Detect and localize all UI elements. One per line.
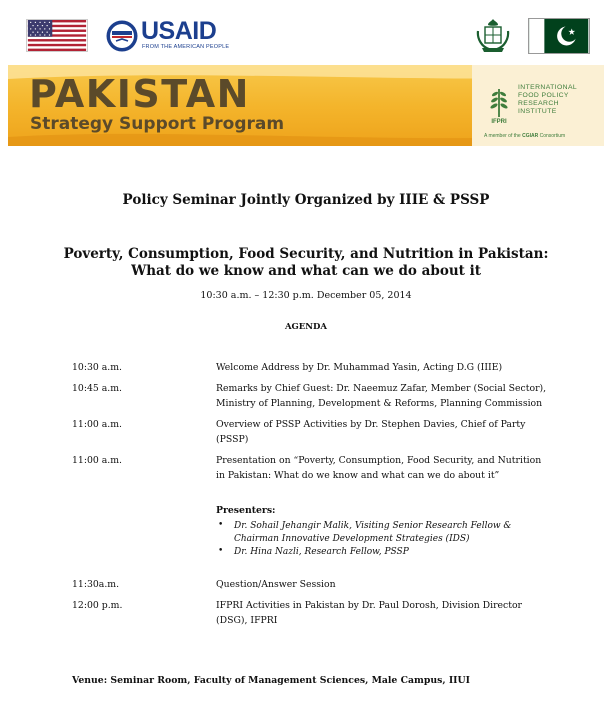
usaid-seal-icon: [106, 20, 138, 52]
seminar-title-line-2: What do we know and what can we do about it: [131, 263, 481, 279]
agenda-heading: AGENDA: [284, 322, 328, 332]
ifpri-line: INSTITUTE: [518, 108, 557, 115]
agenda-desc-line: (DSG), IFPRI: [216, 615, 278, 626]
agenda-time: 11:00 a.m.: [72, 455, 123, 466]
seminar-title-line-1: Poverty, Consumption, Food Security, and Nutrition in Pakistan:: [63, 246, 549, 262]
banner-title: PAKISTAN: [29, 72, 250, 116]
presenter-line: Dr. Sohail Jehangir Malik, Visiting Senior Research Fellow &: [234, 521, 512, 531]
ifpri-mark-label: IFPRI: [491, 119, 507, 125]
agenda-time: 11:00 a.m.: [72, 419, 123, 430]
ifpri-line: FOOD POLICY: [518, 92, 569, 99]
agenda-item-desc: [216, 577, 556, 592]
agenda-time: 12:00 p.m.: [72, 600, 123, 611]
bullet-icon: •: [218, 546, 224, 556]
ifpri-footer-suffix: Consortium: [539, 133, 566, 139]
ifpri-footer: [484, 133, 565, 139]
agenda-desc-line: Welcome Address by Dr. Muhammad Yasin, Acting D.G (IIIE): [216, 362, 503, 373]
ifpri-name: [518, 84, 577, 116]
us-flag-image: [26, 19, 88, 52]
agenda-item-desc: [216, 360, 556, 375]
agenda-desc-line: Question/Answer Session: [216, 579, 336, 590]
agenda-desc-line: IFPRI Activities in Pakistan by Dr. Paul Dorosh, Division Director: [216, 600, 522, 611]
presenter-line: Dr. Hina Nazli, Research Fellow, PSSP: [234, 547, 409, 557]
agenda-time: 10:30 a.m.: [72, 362, 123, 373]
agenda-desc-line: Ministry of Planning, Development & Reforms, Planning Commission: [216, 398, 543, 409]
presenters-heading: Presenters:: [216, 505, 276, 516]
agenda-time: 11:30a.m.: [72, 579, 120, 590]
seminar-date: 10:30 a.m. – 12:30 p.m. December 05, 2014: [200, 290, 412, 301]
ifpri-logo-icon: [484, 85, 514, 125]
ifpri-line: INTERNATIONAL: [518, 84, 578, 91]
agenda-item-desc: [216, 381, 556, 411]
presenter-item: [234, 546, 554, 559]
agenda-desc-line: Overview of PSSP Activities by Dr. Stephen Davies, Chief of Party: [216, 419, 526, 430]
presenter-item: [234, 520, 554, 545]
pakistan-flag-image: [528, 18, 590, 54]
ifpri-line: RESEARCH: [518, 100, 559, 107]
agenda-item-desc: [216, 598, 556, 628]
bullet-icon: •: [218, 520, 224, 530]
agenda-time: 10:45 a.m.: [72, 383, 123, 394]
venue-line: Venue: Seminar Room, Faculty of Management Sciences, Male Campus, IIUI: [72, 675, 470, 686]
pakistan-emblem-icon: [474, 17, 512, 55]
agenda-desc-line: Remarks by Chief Guest: Dr. Naeemuz Zafar, Member (Social Sector),: [216, 383, 547, 394]
agenda-desc-line: (PSSP): [216, 434, 249, 445]
banner-subtitle: Strategy Support Program: [30, 114, 285, 134]
usaid-wordmark: USAID: [141, 17, 217, 45]
seminar-heading: Policy Seminar Jointly Organized by IIIE & PSSP: [122, 192, 490, 208]
presenter-line: Chairman Innovative Development Strategies (IDS): [234, 533, 470, 544]
ifpri-footer-prefix: A member of the: [484, 133, 521, 139]
ifpri-footer-cgiar: CGIAR: [522, 133, 539, 139]
agenda-item-desc: [216, 417, 556, 447]
agenda-desc-line: Presentation on “Poverty, Consumption, Food Security, and Nutrition: [216, 455, 542, 466]
usaid-tagline: FROM THE AMERICAN PEOPLE: [142, 44, 230, 50]
agenda-item-desc: [216, 453, 556, 483]
agenda-desc-line: in Pakistan: What do we know and what can we do about it”: [216, 470, 500, 481]
